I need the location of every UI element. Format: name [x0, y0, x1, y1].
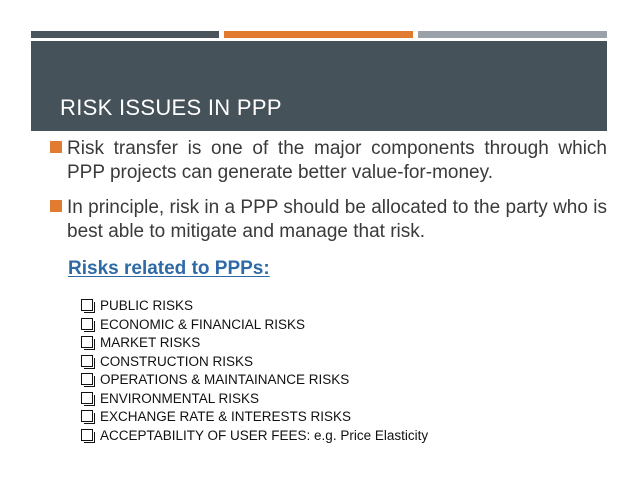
- checkbox-bullet-icon: [81, 429, 93, 441]
- bullet-item: [47, 137, 607, 185]
- orange-square-bullet-icon: [50, 141, 62, 153]
- risk-item: [81, 427, 428, 446]
- accent-bar-orange: [224, 31, 413, 38]
- bullet-list: [47, 137, 607, 255]
- orange-square-bullet-icon: [50, 200, 62, 212]
- checkbox-bullet-icon: [81, 299, 93, 311]
- risk-item-text: OPERATIONS & MAINTAINANCE RISKS: [100, 372, 350, 387]
- risk-item: [81, 297, 428, 316]
- risk-item-text: ENVIRONMENTAL RISKS: [100, 390, 260, 406]
- bullet-item: [47, 196, 607, 244]
- slide-title: RISK ISSUES IN PPP: [60, 95, 282, 120]
- bullet-text: Risk transfer is one of the major components through which PPP projects can generate better value-for-money.: [67, 138, 607, 183]
- checkbox-bullet-icon: [81, 373, 93, 385]
- risk-item-text: PUBLIC RISKS: [100, 298, 194, 313]
- checkbox-bullet-icon: [81, 336, 93, 348]
- risks-heading: Risks related to PPPs:: [68, 258, 270, 279]
- risk-item: [81, 408, 428, 427]
- risk-item: [81, 316, 428, 335]
- risk-item: [81, 390, 428, 409]
- risk-item-text: CONSTRUCTION RISKS: [100, 353, 254, 369]
- checkbox-bullet-icon: [81, 355, 93, 367]
- risk-item: [81, 334, 428, 353]
- title-band: [31, 41, 607, 131]
- bullet-text: In principle, risk in a PPP should be allocated to the party who is best able to mitigate and manage that risk.: [67, 197, 607, 242]
- risk-item-text: EXCHANGE RATE & INTERESTS RISKS: [100, 409, 352, 424]
- risk-item-text: ECONOMIC & FINANCIAL RISKS: [100, 316, 306, 332]
- accent-bar-dark: [31, 31, 219, 38]
- risk-item: [81, 353, 428, 372]
- risk-item-text: ACCEPTABILITY OF USER FEES: e.g. Price Elasticity: [100, 427, 429, 443]
- checkbox-bullet-icon: [81, 392, 93, 404]
- accent-bar-gray: [418, 31, 607, 38]
- risk-item-text: MARKET RISKS: [100, 335, 201, 350]
- checkbox-bullet-icon: [81, 318, 93, 330]
- risk-item: [81, 371, 428, 390]
- checkbox-bullet-icon: [81, 410, 93, 422]
- top-accent-bars: [31, 31, 607, 38]
- risk-list: [81, 297, 428, 445]
